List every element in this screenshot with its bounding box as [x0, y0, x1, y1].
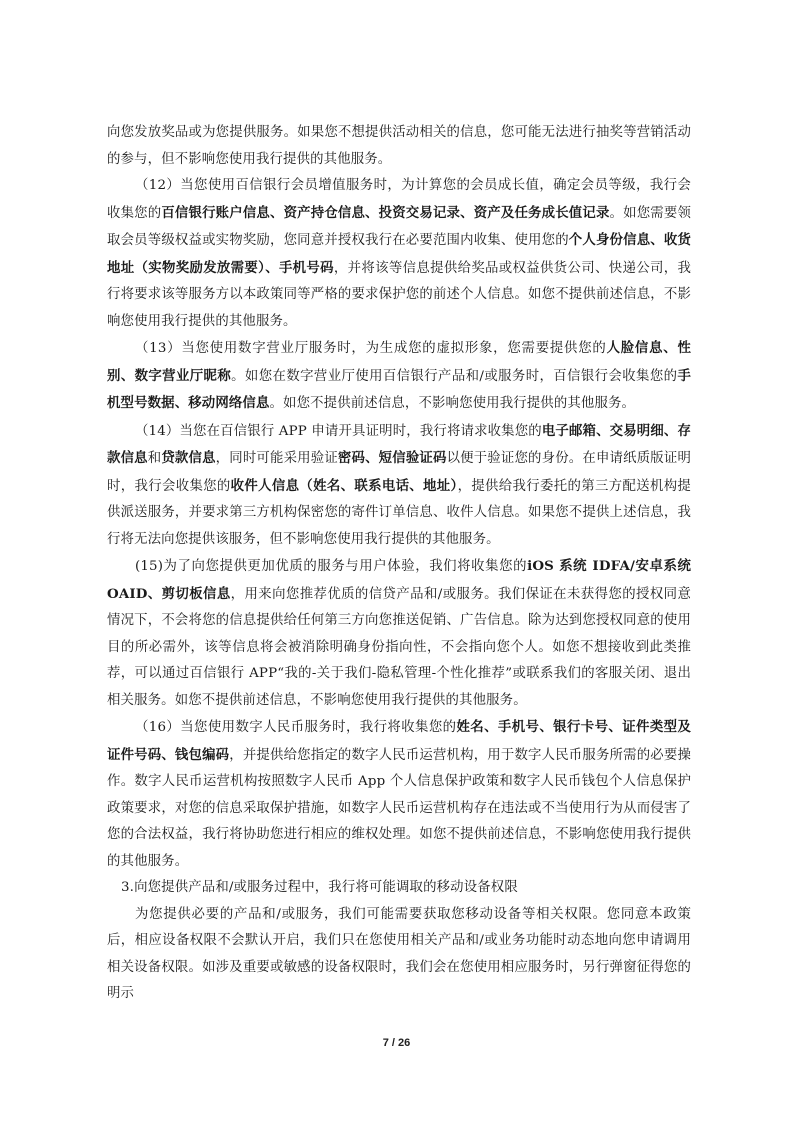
text-run: 以便于验证您的身份。在申请纸质版证明时，我行会收集您的: [107, 451, 691, 494]
bold-text: 收件人信息（姓名、联系电话、地址）: [230, 477, 458, 494]
text-run: （12）当您使用百信银行会员增值服务时，为计算您的会员成长值，确定会员等级，我行会收集您的: [107, 178, 691, 221]
text-run: 和: [147, 451, 162, 466]
bold-text: 手机型号数据、移动网络信息: [107, 367, 691, 411]
text-run: ，并将该等信息提供给奖品或权益供货公司、快递公司，我行将要求该等服务方以本政策同等严格的要求保护您的前述个人信息。如您不提供前述信息，不影响您使用我行提供的其他服务。: [107, 260, 691, 329]
bold-text: 贷款信息: [161, 450, 216, 466]
bold-text: 个人身份信息、收货地址（实物奖励发放需要）、手机号码: [107, 232, 691, 276]
paragraph: [107, 553, 691, 714]
text-run: 。如您需要领取会员等级权益或实物奖励，您同意并授权我行在必要范围内收集、使用您的: [107, 205, 691, 248]
text-run: 3.向您提供产品和/或服务过程中，我行将可能调取的移动设备权限: [121, 880, 518, 895]
text-run: ，并提供给您指定的数字人民币运营机构，用于数字人民币服务所需的必要操作。数字人民币运营机构按照数字人民币 App 个人信息保护政策和数字人民币钱包个人信息保护政策要求，对您的信息采取保护措施，如数字人民币运营机构存在违法或不当使用行为从而侵害了您的合法权益，我行将协助您进行相应的维权处理。如您不提供前述信息，不影响您使用我行提供的其他服务。: [107, 747, 691, 869]
bold-text: iOS 系统 IDFA/安卓系统 OAID、剪切板信息: [107, 558, 691, 602]
text-run: 。如您不提供前述信息，不影响您使用我行提供的其他服务。: [269, 396, 636, 411]
document-body: [107, 120, 691, 1008]
page-number: 7 / 26: [382, 1037, 411, 1049]
text-run: ，用来向您推荐优质的信贷产品和/或服务。我们保证在未获得您的授权同意情况下，不会将您的信息提供给任何第三方向您推送促销、广告信息。除为达到您授权同意的使用目的所必需外，该等信息将会被消除明确身份指向性，不会指向您个人。如您不想接收到此类推荐，可以通过百信银行 APP“我的-关于我们-隐私管理-个性化推荐”或联系我们的客服关闭、退出相关服务。如您不提供前述信息，不影响您使用我行提供的其他服务。: [107, 586, 691, 708]
paragraph: [107, 714, 691, 875]
section-heading: [107, 875, 691, 902]
text-run: （13）当您使用数字营业厅服务时，为生成您的虚拟形象，您需要提供您的: [135, 341, 607, 356]
text-run: 向您发放奖品或为您提供服务。如果您不想提供活动相关的信息，您可能无法进行抽奖等营销活动的参与，但不影响您使用我行提供的其他服务。: [107, 125, 691, 167]
text-run: ，提供给我行委托的第三方配送机构提供派送服务，并要求第三方机构保密您的寄件订单信息、收件人信息。如果您不提供上述信息，我行将无法向您提供该服务，但不影响您使用我行提供的其他服务。: [107, 478, 691, 547]
text-run: （16）当您使用数字人民币服务时，我行将收集您的: [135, 720, 457, 735]
paragraph: [107, 120, 691, 173]
paragraph: [107, 173, 691, 335]
text-run: (15)为了向您提供更加优质的服务与用户体验，我们将收集您的: [135, 559, 528, 574]
bold-text: 密码、短信验证码: [337, 450, 447, 466]
bold-text: 姓名、手机号、银行卡号、证件类型及证件号码、钱包编码: [107, 719, 691, 763]
text-run: 为您提供必要的产品和/或服务，我们可能需要获取您移动设备等相关权限。您同意本政策后，相应设备权限不会默认开启，我们只在您使用相关产品和/或业务功能时动态地向您申请调用相关设备权限。如涉及重要或敏感的设备权限时，我们会在您使用相应服务时，另行弹窗征得您的明示: [107, 906, 691, 1001]
paragraph: [107, 902, 691, 1008]
bold-text: 百信银行账户信息、资产持仓信息、投资交易记录、资产及任务成长值记录: [161, 204, 610, 221]
paragraph: [107, 335, 691, 418]
bold-text: 电子邮箱、交易明细、存款信息: [107, 422, 691, 466]
text-run: ，同时可能采用验证: [215, 451, 338, 466]
paragraph: [107, 418, 691, 554]
text-run: 。如您在数字营业厅使用百信银行产品和/或服务时，百信银行会收集您的: [231, 368, 678, 384]
text-run: （14）当您在百信银行 APP 申请开具证明时，我行将请求收集您的: [135, 423, 542, 439]
bold-text: 人脸信息、性别、数字营业厅昵称: [107, 340, 691, 384]
